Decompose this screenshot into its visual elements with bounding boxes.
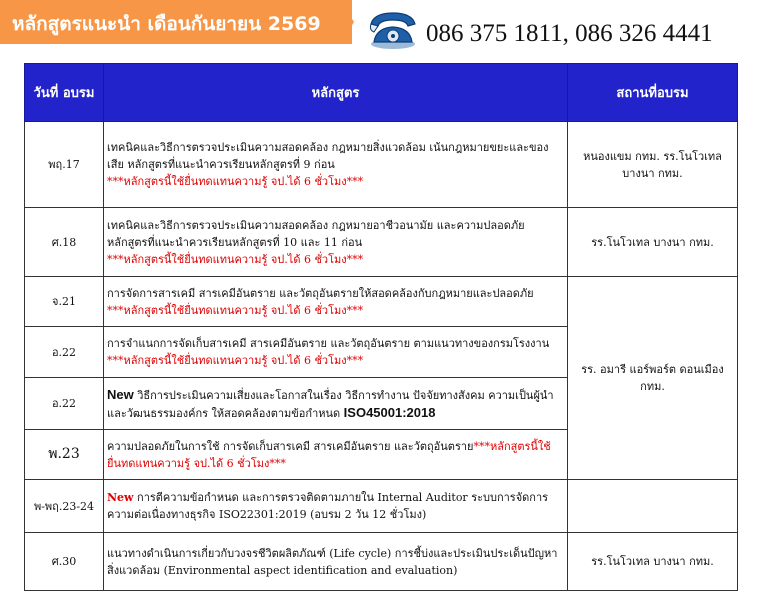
course-date: ศ.30: [25, 533, 104, 591]
header-venue: สถานที่อบรม: [568, 64, 738, 122]
course-venue: รร. อมารี แอร์พอร์ต ดอนเมือง กทม.: [568, 277, 738, 480]
course-cell: [104, 277, 568, 327]
title-banner: [0, 0, 352, 44]
banner-title: หลักสูตรแนะนำ เดือนกันยายน 2569: [12, 13, 321, 35]
table-row: [25, 277, 738, 327]
hours-note: ***หลักสูตรนี้ใช้ยื่นทดแทนความรู้ จป.ได้ 6 ชั่วโมง***: [107, 175, 364, 188]
course-cell: [104, 122, 568, 208]
course-venue: รร.โนโวเทล บางนา กทม.: [568, 533, 738, 591]
course-cell: [104, 378, 568, 430]
hours-note: ***หลักสูตรนี้ใช้ยื่นทดแทนความรู้ จป.ได้ 6 ชั่วโมง***: [107, 303, 364, 317]
table-row: [25, 533, 738, 591]
header-course: หลักสูตร: [104, 64, 568, 122]
course-schedule-table: [24, 63, 738, 591]
hours-note: ***หลักสูตรนี้ใช้ยื่นทดแทนความรู้ จป.ได้ 6 ชั่วโมง***: [107, 354, 364, 367]
table-row: [25, 122, 738, 208]
course-date: พฤ.17: [25, 122, 104, 208]
standard-code: ISO45001:2018: [343, 404, 436, 420]
course-title: วิธีการประเมินความเสี่ยงและโอกาสในเรื่อง วิธีการทำงาน ปัจจัยทางสังคม ความเป็นผู้นำและวัฒนธรรมองค์กร ให้สอดคล้องตามข้อกำหนด: [107, 388, 554, 420]
table-row: [25, 208, 738, 277]
course-date: ศ.18: [25, 208, 104, 277]
new-badge: New: [107, 386, 134, 402]
new-badge: New: [107, 491, 134, 504]
course-cell: [104, 327, 568, 378]
course-date: พ.23: [25, 430, 104, 480]
course-date: อ.22: [25, 378, 104, 430]
hours-note: ***หลักสูตรนี้ใช้ยื่นทดแทนความรู้ จป.ได้ 6 ชั่วโมง***: [107, 252, 364, 266]
course-date: พ-พฤ.23-24: [25, 480, 104, 533]
course-date: จ.21: [25, 277, 104, 327]
course-title: แนวทางดำเนินการเกี่ยวกับวงจรชีวิตผลิตภัณฑ์ (Life cycle) การชี้บ่งและประเมินประเด็นปัญหาสิ่งแวดล้อม (Environmental aspect identification and evaluation): [107, 546, 558, 577]
course-cell: [104, 480, 568, 533]
course-title: เทคนิคและวิธีการตรวจประเมินความสอดคล้อง กฎหมายอาชีวอนามัย และความปลอดภัย หลักสูตรที่แนะนำควรเรียนหลักสูตรที่ 10 และ 11 ก่อน: [107, 218, 525, 249]
course-title: ความปลอดภัยในการใช้ การจัดเก็บสารเคมี สารเคมีอันตราย และวัตถุอันตราย: [107, 439, 474, 453]
course-venue: หนองแขม กทม. รร.โนโวเทล บางนา กทม.: [568, 122, 738, 208]
table-row: [25, 480, 738, 533]
course-venue: รร.โนโวเทล บางนา กทม.: [568, 208, 738, 277]
phone-numbers: 086 375 1811, 086 326 4441: [426, 20, 713, 47]
course-venue-empty: [568, 480, 738, 533]
course-title: การจำแนกการจัดเก็บสารเคมี สารเคมีอันตราย และวัตถุอันตราย ตามแนวทางของกรมโรงงาน: [107, 337, 550, 350]
table-header-row: [25, 64, 738, 122]
course-title: เทคนิคและวิธีการตรวจประเมินความสอดคล้อง กฎหมายสิ่งแวดล้อม เน้นกฎหมายขยะและของเสีย หลักสูตรที่แนะนำควรเรียนหลักสูตรที่ 9 ก่อน: [107, 141, 549, 171]
course-cell: [104, 533, 568, 591]
course-cell: [104, 208, 568, 277]
course-cell: [104, 430, 568, 480]
header-date: วันที่ อบรม: [25, 64, 104, 122]
hours-note: ***หลักสูตรนี้ใช้ยื่นทดแทนความรู้ จป.ได้ 6 ชั่วโมง***: [107, 439, 551, 470]
course-date: อ.22: [25, 327, 104, 378]
telephone-icon: [368, 10, 418, 50]
banner-arrow: [340, 0, 354, 44]
course-title: การตีความข้อกำหนด และการตรวจติดตามภายใน Internal Auditor ระบบการจัดการความต่อเนื่องทางธุรกิจ ISO22301:2019 (อบรม 2 วัน 12 ชั่วโมง): [107, 491, 549, 521]
course-title: การจัดการสารเคมี สารเคมีอันตราย และวัตถุอันตรายให้สอดคล้องกับกฎหมายและปลอดภัย: [107, 286, 534, 300]
